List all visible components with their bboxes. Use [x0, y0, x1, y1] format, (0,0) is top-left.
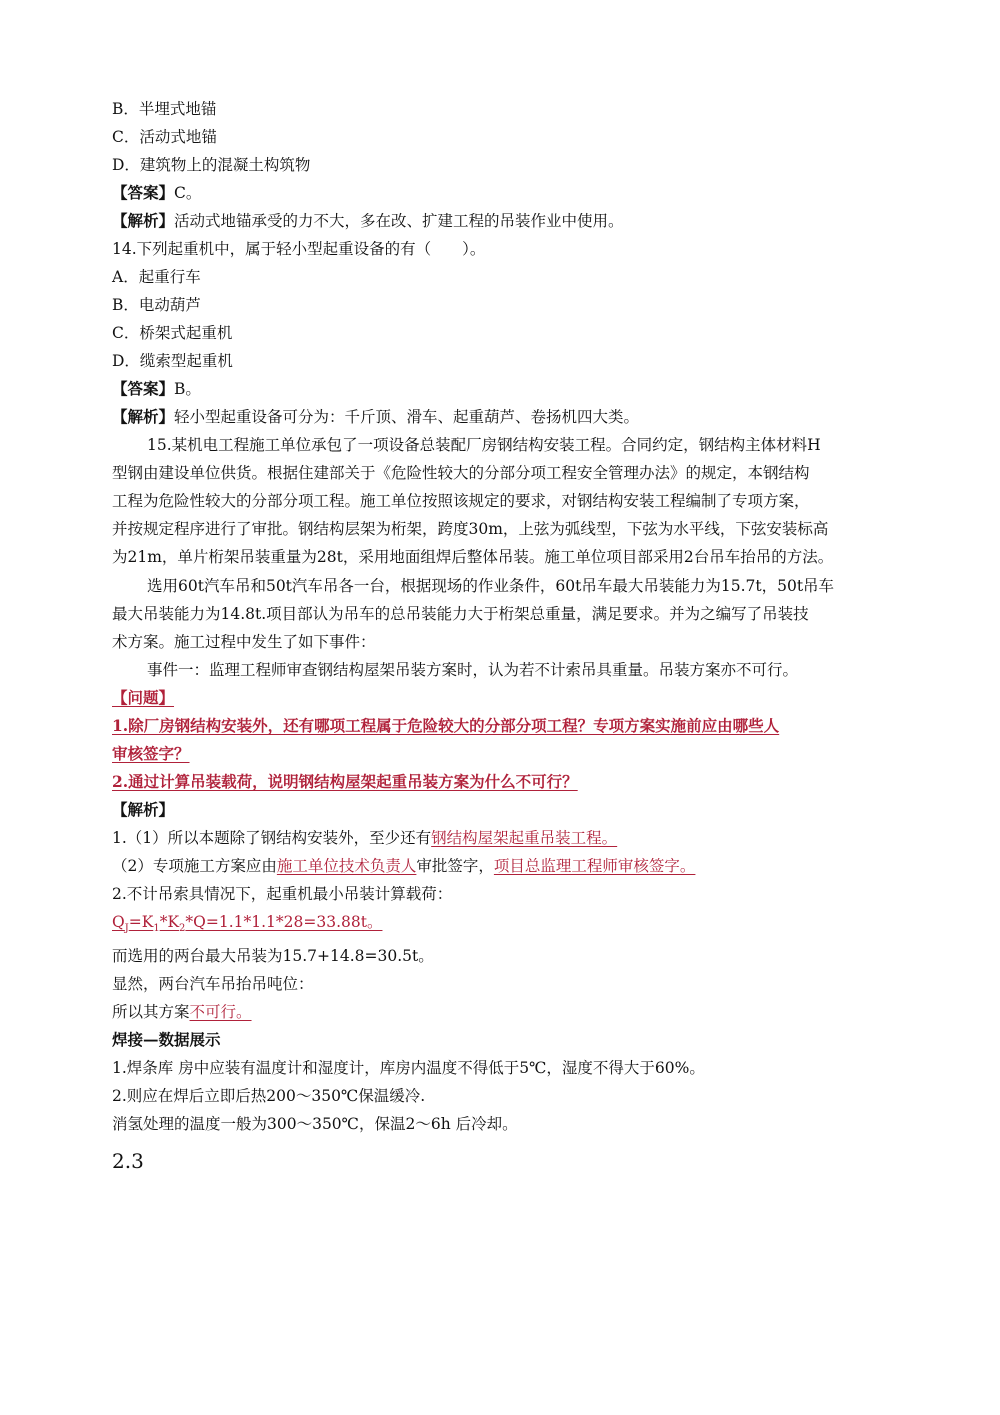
q15-answer1 — [112, 827, 617, 849]
q15-conclusion — [112, 1001, 252, 1023]
q15-para1-line: 型钢由建设单位供货。根据住建部关于《危险性较大的分部分项工程安全管理办法》的规定，本钢结构 — [112, 464, 810, 482]
answer2-middle: 审批签字， — [416, 857, 494, 875]
q15-answer2 — [112, 855, 695, 877]
answer2-prefix: （2）专项施工方案应由 — [112, 857, 277, 875]
q14-answer — [112, 378, 201, 400]
q15-para1-line: 为21m，单片桁架吊装重量为28t，采用地面组焊后整体吊装。施工单位项目部采用2台吊车抬吊的方法。 — [112, 548, 834, 566]
formula-star: *K — [159, 913, 180, 931]
q15-para2-line: 术方案。施工过程中发生了如下事件： — [112, 633, 376, 651]
q13-option-b: B．半埋式地锚 — [112, 100, 217, 118]
q15-event1: 事件一：监理工程师审查钢结构屋架吊装方案时，认为若不计索吊具重量。吊装方案亦不可行。 — [147, 661, 799, 679]
welding-title: 焊接—数据展示 — [112, 1030, 221, 1049]
q15-obvious: 显然，两台汽车吊抬吊吨位： — [112, 975, 314, 993]
formula-q-sub: J — [124, 923, 129, 935]
q15-problem2: 2.通过计算吊装载荷，说明钢结构屋架起重吊装方案为什么不可行？ — [112, 772, 578, 791]
answer2-highlight-1: 施工单位技术负责人 — [276, 857, 417, 875]
q15-analysis-label: 【解析】 — [112, 800, 175, 819]
q15-para1-line: 工程为危险性较大的分部分项工程。施工单位按照该规定的要求，对钢结构安装工程编制了专项方案， — [112, 492, 810, 510]
answer-label: 【答案】 — [112, 183, 175, 202]
welding-item-2: 2.则应在焊后立即后热200～350℃保温缓冷. — [112, 1087, 426, 1105]
q15-calc-intro: 2.不计吊索具情况下，起重机最小吊装计算载荷： — [112, 885, 453, 903]
q15-problem1-line2: 审核签字？ — [112, 744, 190, 763]
q13-analysis — [112, 210, 624, 232]
conclusion-highlight: 不可行。 — [189, 1003, 252, 1021]
q15-para2-line: 选用60t汽车吊和50t汽车吊各一台，根据现场的作业条件，60t吊车最大吊装能力为15.7t，50t吊车 — [147, 577, 835, 595]
q13-answer — [112, 182, 201, 204]
q15-para2-line: 最大吊装能力为14.8t.项目部认为吊车的总吊装能力大于桁架总重量，满足要求。并为之编写了吊装技 — [112, 605, 809, 623]
formula-q: Q — [112, 913, 125, 931]
q14-question: 14.下列起重机中，属于轻小型起重设备的有（ ）。 — [112, 240, 486, 258]
q14-option-d: D．缆索型起重机 — [112, 352, 233, 370]
analysis-label: 【解析】 — [112, 407, 175, 426]
answer1-highlight: 钢结构屋架起重吊装工程。 — [431, 829, 618, 847]
q13-option-d: D．建筑物上的混凝土构筑物 — [112, 156, 311, 174]
formula-eq: =K — [128, 913, 154, 931]
q15-formula — [112, 911, 382, 940]
welding-item-1: 1.焊条库 房中应装有温度计和湿度计，库房内温度不得低于5℃，湿度不得大于60%。 — [112, 1059, 705, 1077]
q15-total: 而选用的两台最大吊装为15.7+14.8=30.5t。 — [112, 947, 434, 965]
q15-para1-line: 15.某机电工程施工单位承包了一项设备总装配厂房钢结构安装工程。合同约定，钢结构主体材料H — [147, 436, 821, 454]
answer1-prefix: 1.（1）所以本题除了钢结构安装外，至少还有 — [112, 829, 432, 847]
q15-problem-label: 【问题】 — [112, 688, 175, 707]
answer-value: C。 — [174, 184, 202, 202]
formula-rest: *Q=1.1*1.1*28=33.88t。 — [185, 913, 383, 931]
q13-option-c: C．活动式地锚 — [112, 128, 217, 146]
q15-para1-line: 并按规定程序进行了审批。钢结构层架为桁架，跨度30m，上弦为弧线型，下弦为水平线，下弦安装标高 — [112, 520, 829, 538]
answer-value: B。 — [174, 380, 201, 398]
analysis-text: 活动式地锚承受的力不大，多在改、扩建工程的吊装作业中使用。 — [174, 212, 624, 230]
q14-analysis — [112, 406, 639, 428]
q15-problem1-line1: 1.除厂房钢结构安装外，还有哪项工程属于危险较大的分部分项工程？专项方案实施前应由哪些人 — [112, 716, 780, 735]
q14-option-a: A．起重行车 — [112, 268, 201, 286]
formula-k1-sub: 1 — [153, 923, 160, 935]
analysis-label: 【解析】 — [112, 211, 175, 230]
q14-option-c: C．桥架式起重机 — [112, 324, 233, 342]
answer2-highlight-2: 项目总监理工程师审核签字。 — [493, 857, 696, 875]
answer-label: 【答案】 — [112, 379, 175, 398]
section-number: 2.3 — [112, 1149, 144, 1173]
welding-item-3: 消氢处理的温度一般为300～350℃，保温2～6h 后冷却。 — [112, 1115, 518, 1133]
conclusion-prefix: 所以其方案 — [112, 1003, 190, 1021]
analysis-text: 轻小型起重设备可分为：千斤顶、滑车、起重葫芦、卷扬机四大类。 — [174, 408, 640, 426]
q14-option-b: B．电动葫芦 — [112, 296, 201, 314]
formula-k2-sub: 2 — [179, 923, 186, 935]
